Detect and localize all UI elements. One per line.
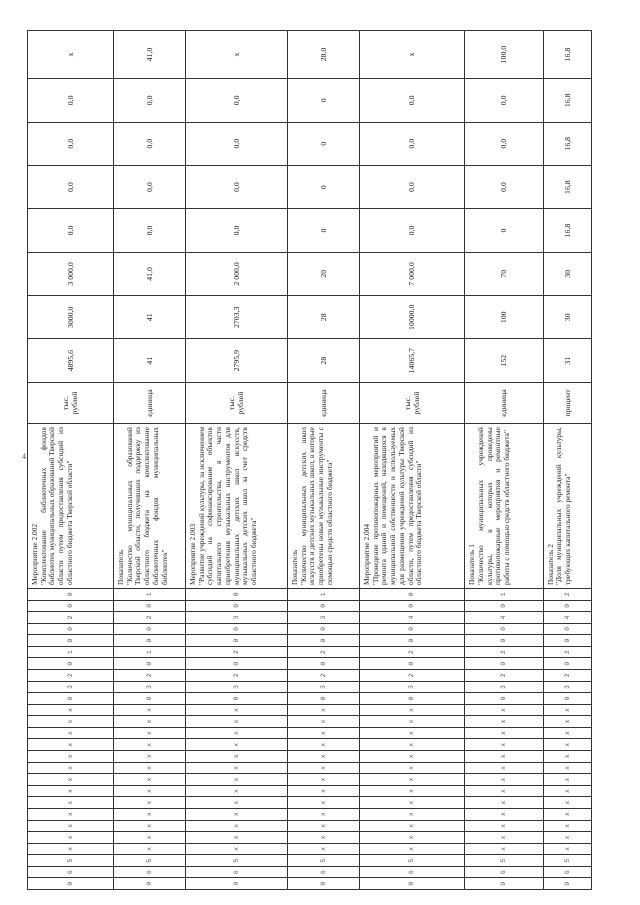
code-digit-cell: x (185, 785, 287, 797)
code-digit-cell: x (185, 797, 287, 809)
value-cell: 0,0 (185, 79, 287, 122)
code-digit-cell: 3 (287, 612, 359, 624)
code-digit-cell: x (359, 785, 464, 797)
code-digit-cell: x (287, 716, 359, 728)
code-digit-cell: x (543, 762, 591, 774)
code-digit-cell: 0 (113, 623, 185, 635)
code-digit-cell: x (28, 785, 114, 797)
code-digit-cell: 0 (113, 658, 185, 670)
value-cell: х (185, 31, 287, 79)
code-digit-cell: 0 (543, 693, 591, 705)
value-cell: 0,0 (465, 122, 543, 165)
value-cell: 70 (465, 252, 543, 295)
page-marker: 4 (22, 452, 26, 461)
item-name-text: Показатель "Количество муниципальных детских школ искусств и детских музыкальных школ, в которые приобретены новые музыкальные инструменты с помощью средств областного бюджета" (289, 427, 334, 585)
code-digit-cell: 0 (287, 693, 359, 705)
code-digit-cell: 3 (359, 681, 464, 693)
code-digit-cell: 5 (359, 855, 464, 867)
code-digit-cell: x (113, 808, 185, 820)
code-digit-cell: x (185, 808, 287, 820)
code-digit-cell: x (28, 832, 114, 844)
code-digit-cell: 0 (185, 878, 287, 890)
code-digit-cell: 3 (28, 681, 114, 693)
code-digit-cell: 0 (287, 600, 359, 612)
code-digit-cell: 0 (543, 878, 591, 890)
value-cell: 0 (465, 209, 543, 252)
code-digit-cell: 2 (359, 670, 464, 682)
code-digit-cell: 0 (185, 600, 287, 612)
value-cell: 41,0 (113, 31, 185, 79)
code-digit-cell: x (185, 739, 287, 751)
code-digit-cell: 0 (359, 600, 464, 612)
unit-cell: тыс. рублей (359, 382, 464, 423)
code-digit-cell: x (287, 843, 359, 855)
value-cell: 31 (543, 339, 591, 382)
item-name-cell (28, 424, 114, 589)
value-cell: 2795,9 (185, 339, 287, 382)
code-digit-cell: x (465, 774, 543, 786)
code-digit-cell: x (465, 832, 543, 844)
code-digit-cell: 5 (185, 855, 287, 867)
code-digit-cell: 1 (28, 646, 114, 658)
code-digit-cell: x (465, 797, 543, 809)
code-digit-cell: 3 (185, 612, 287, 624)
code-digit-cell: 0 (465, 623, 543, 635)
unit-cell: единица (287, 382, 359, 423)
code-digit-cell: x (28, 727, 114, 739)
table-row (359, 31, 464, 890)
code-digit-cell: x (28, 751, 114, 763)
value-cell: 16,8 (543, 209, 591, 252)
code-digit-cell: x (359, 704, 464, 716)
value-cell: 14065,7 (359, 339, 464, 382)
code-digit-cell: x (185, 843, 287, 855)
code-digit-cell: 0 (28, 693, 114, 705)
value-cell: 28,0 (287, 31, 359, 79)
code-digit-cell: x (113, 716, 185, 728)
code-digit-cell: x (359, 820, 464, 832)
item-name-cell (543, 424, 591, 589)
code-digit-cell: x (465, 762, 543, 774)
item-name-cell (465, 424, 543, 589)
code-digit-cell: 0 (28, 623, 114, 635)
code-digit-cell: x (543, 785, 591, 797)
code-digit-cell: x (28, 797, 114, 809)
item-name-cell (113, 424, 185, 589)
code-digit-cell: 1 (113, 646, 185, 658)
unit-cell: тыс. рублей (185, 382, 287, 423)
code-digit-cell: 0 (359, 623, 464, 635)
code-digit-cell: 3 (113, 681, 185, 693)
code-digit-cell: 6 (543, 866, 591, 878)
value-cell: 3000,0 (28, 296, 114, 339)
code-digit-cell: x (287, 797, 359, 809)
code-digit-cell: x (287, 739, 359, 751)
code-digit-cell: x (185, 751, 287, 763)
code-digit-cell: 0 (28, 878, 114, 890)
table-row (28, 31, 114, 890)
value-cell: 0,0 (28, 209, 114, 252)
code-digit-cell: 2 (287, 670, 359, 682)
value-cell: 0,0 (465, 79, 543, 122)
code-digit-cell: x (359, 739, 464, 751)
code-digit-cell: x (359, 762, 464, 774)
code-digit-cell: 0 (185, 623, 287, 635)
code-digit-cell: 0 (28, 600, 114, 612)
code-digit-cell: 2 (113, 612, 185, 624)
code-digit-cell: 6 (287, 866, 359, 878)
value-cell: 16,8 (543, 79, 591, 122)
code-digit-cell: x (465, 820, 543, 832)
code-digit-cell: 0 (28, 658, 114, 670)
unit-cell: единица (465, 382, 543, 423)
code-digit-cell: 0 (113, 878, 185, 890)
code-digit-cell: 5 (543, 855, 591, 867)
code-digit-cell: 0 (465, 878, 543, 890)
code-digit-cell: x (543, 820, 591, 832)
code-digit-cell: x (543, 797, 591, 809)
code-digit-cell: x (465, 727, 543, 739)
code-digit-cell: x (543, 739, 591, 751)
code-digit-cell: x (287, 727, 359, 739)
code-digit-cell: 4 (359, 612, 464, 624)
code-digit-cell: x (287, 774, 359, 786)
item-name-cell (359, 424, 464, 589)
code-digit-cell: 0 (465, 600, 543, 612)
code-digit-cell: x (543, 751, 591, 763)
value-cell: 100,0 (465, 31, 543, 79)
code-digit-cell: x (113, 797, 185, 809)
code-digit-cell: x (287, 808, 359, 820)
item-name-text: Мероприятие 2.004 "Проведение противопожарных мероприятий и ремонта зданий и помещений, находящихся в муниципальной собственности и используемых для размещения учреждений культуры Тверской области, путем предоставления субсидий из областного бюджета Тверской области" (361, 427, 424, 585)
code-digit-cell: x (287, 762, 359, 774)
code-digit-cell: x (465, 739, 543, 751)
value-cell: 0 (287, 165, 359, 208)
value-cell: 3 000,0 (28, 252, 114, 295)
code-digit-cell: 1 (287, 588, 359, 600)
code-digit-cell: x (185, 716, 287, 728)
code-digit-cell: 0 (543, 635, 591, 647)
code-digit-cell: x (113, 832, 185, 844)
code-digit-cell: x (359, 843, 464, 855)
item-name-text: Показатель "Количество муниципальных образований Тверской области, получивших поддержку из областного бюджета на комплектование библиотечных фондов муниципальных библиотек" (115, 427, 169, 585)
value-cell: 0,0 (28, 165, 114, 208)
code-digit-cell: x (113, 785, 185, 797)
code-digit-cell: 2 (28, 612, 114, 624)
code-digit-cell: x (28, 716, 114, 728)
code-digit-cell: x (543, 716, 591, 728)
code-digit-cell: 5 (465, 855, 543, 867)
code-digit-cell: 3 (543, 681, 591, 693)
code-digit-cell: x (359, 751, 464, 763)
value-cell: 100 (465, 296, 543, 339)
code-digit-cell: 0 (359, 878, 464, 890)
item-name-cell (287, 424, 359, 589)
code-digit-cell: 0 (543, 658, 591, 670)
value-cell: 0,0 (113, 209, 185, 252)
code-digit-cell: 6 (113, 866, 185, 878)
code-digit-cell: 3 (465, 681, 543, 693)
code-digit-cell: x (28, 762, 114, 774)
value-cell: 0 (287, 79, 359, 122)
code-digit-cell: 0 (185, 658, 287, 670)
code-digit-cell: x (28, 843, 114, 855)
code-digit-cell: 0 (543, 623, 591, 635)
code-digit-cell: x (543, 727, 591, 739)
table-row (543, 31, 591, 890)
code-digit-cell: x (543, 704, 591, 716)
code-digit-cell: 2 (543, 588, 591, 600)
code-digit-cell: x (465, 785, 543, 797)
code-digit-cell: 0 (359, 635, 464, 647)
value-cell: х (359, 31, 464, 79)
code-digit-cell: x (543, 774, 591, 786)
item-name-text: Мероприятие 2.003 "Развитие учреждений культуры, за исключением субсидий на софинансирование объектов капитального строительства, в части приобретения музыкальных инструментов для муниципальных детских школ искусств, музыкальных детских школ за счет средств областного бюджета" (187, 427, 259, 585)
item-name-text: Мероприятие 2.002 "Комплектование библиотечных фондов библиотек муниципальных образований Тверской области путем предоставления субсидий из областного бюджета Тверской области" (30, 427, 74, 585)
rotated-table-wrapper (27, 30, 592, 890)
code-digit-cell: x (28, 808, 114, 820)
value-cell: 0,0 (465, 165, 543, 208)
code-digit-cell: x (287, 832, 359, 844)
code-digit-cell: x (465, 704, 543, 716)
code-digit-cell: 0 (113, 693, 185, 705)
table-row (185, 31, 287, 890)
value-cell: 0,0 (185, 209, 287, 252)
code-digit-cell: x (28, 704, 114, 716)
code-digit-cell: 0 (465, 635, 543, 647)
value-cell: 4895,6 (28, 339, 114, 382)
code-digit-cell: 0 (287, 658, 359, 670)
unit-cell: тыс. рублей (28, 382, 114, 423)
value-cell: 0,0 (113, 79, 185, 122)
code-digit-cell: x (185, 774, 287, 786)
code-digit-cell: x (113, 762, 185, 774)
code-digit-cell: x (465, 843, 543, 855)
code-digit-cell: x (287, 704, 359, 716)
value-cell: 0,0 (359, 165, 464, 208)
code-digit-cell: 4 (543, 612, 591, 624)
code-digit-cell: x (465, 716, 543, 728)
code-digit-cell: x (465, 751, 543, 763)
value-cell: 16,8 (543, 122, 591, 165)
code-digit-cell: x (28, 820, 114, 832)
value-cell: 0,0 (185, 122, 287, 165)
table-row (287, 31, 359, 890)
value-cell: 152 (465, 339, 543, 382)
program-table (27, 30, 592, 890)
item-name-text: Показатель 2 "Доля муниципальных учреждений культуры, требующих капитального ремонта" (545, 427, 573, 585)
value-cell: 0,0 (28, 122, 114, 165)
code-digit-cell: 0 (359, 658, 464, 670)
code-digit-cell: x (287, 751, 359, 763)
code-digit-cell: 5 (28, 855, 114, 867)
code-digit-cell: x (185, 820, 287, 832)
code-digit-cell: 0 (287, 635, 359, 647)
code-digit-cell: 2 (28, 670, 114, 682)
code-digit-cell: x (113, 843, 185, 855)
code-digit-cell: x (113, 820, 185, 832)
value-cell: 0,0 (359, 122, 464, 165)
code-digit-cell: x (113, 727, 185, 739)
code-digit-cell: 0 (465, 658, 543, 670)
code-digit-cell: 0 (185, 693, 287, 705)
value-cell: 2 000,0 (185, 252, 287, 295)
code-digit-cell: 3 (287, 681, 359, 693)
code-digit-cell: 0 (185, 588, 287, 600)
value-cell: 0,0 (28, 79, 114, 122)
code-digit-cell: x (185, 762, 287, 774)
unit-cell: процент (543, 382, 591, 423)
code-digit-cell: x (543, 808, 591, 820)
code-digit-cell: 0 (543, 600, 591, 612)
code-digit-cell: 2 (287, 646, 359, 658)
table-row (465, 31, 543, 890)
value-cell: 0,0 (359, 209, 464, 252)
code-digit-cell: 0 (465, 693, 543, 705)
code-digit-cell: x (113, 739, 185, 751)
code-digit-cell: 0 (28, 635, 114, 647)
code-digit-cell: 0 (359, 588, 464, 600)
code-digit-cell: x (113, 751, 185, 763)
item-name-cell (185, 424, 287, 589)
code-digit-cell: 2 (359, 646, 464, 658)
code-digit-cell: 5 (113, 855, 185, 867)
value-cell: 0,0 (185, 165, 287, 208)
code-digit-cell: 2 (465, 670, 543, 682)
code-digit-cell: x (359, 808, 464, 820)
code-digit-cell: 2 (185, 646, 287, 658)
code-digit-cell: 1 (465, 588, 543, 600)
value-cell: 28 (287, 296, 359, 339)
value-cell: 7 000,0 (359, 252, 464, 295)
unit-cell: единица (113, 382, 185, 423)
value-cell: 16,8 (543, 31, 591, 79)
code-digit-cell: x (113, 774, 185, 786)
code-digit-cell: 4 (465, 612, 543, 624)
code-digit-cell: x (543, 843, 591, 855)
code-digit-cell: x (359, 832, 464, 844)
code-digit-cell: x (28, 774, 114, 786)
code-digit-cell: x (185, 704, 287, 716)
code-digit-cell: 2 (465, 646, 543, 658)
code-digit-cell: x (28, 739, 114, 751)
code-digit-cell: 6 (465, 866, 543, 878)
code-digit-cell: 0 (28, 588, 114, 600)
code-digit-cell: x (113, 704, 185, 716)
value-cell: 16,8 (543, 165, 591, 208)
code-digit-cell: x (287, 785, 359, 797)
value-cell: 41 (113, 296, 185, 339)
code-digit-cell: 2 (543, 646, 591, 658)
code-digit-cell: 0 (113, 600, 185, 612)
code-digit-cell: 6 (185, 866, 287, 878)
code-digit-cell: x (359, 774, 464, 786)
code-digit-cell: x (465, 808, 543, 820)
code-digit-cell: 0 (287, 623, 359, 635)
code-digit-cell: 0 (113, 635, 185, 647)
code-digit-cell: 0 (185, 635, 287, 647)
value-cell: 10000,0 (359, 296, 464, 339)
code-digit-cell: x (359, 727, 464, 739)
code-digit-cell: x (359, 797, 464, 809)
code-digit-cell: x (185, 727, 287, 739)
value-cell: 30 (543, 252, 591, 295)
value-cell: 0,0 (359, 79, 464, 122)
value-cell: 0 (287, 209, 359, 252)
item-name-text: Показатель 1 "Количество муниципальных учреждений культуры, в которых проведены противопожарные мероприятия и ремонтные работы с помощью средств областного бюджета" (467, 427, 512, 585)
code-digit-cell: x (287, 820, 359, 832)
code-digit-cell: 5 (287, 855, 359, 867)
value-cell: 0,0 (113, 122, 185, 165)
value-cell: 2703,3 (185, 296, 287, 339)
code-digit-cell: x (543, 832, 591, 844)
code-digit-cell: 2 (543, 670, 591, 682)
code-digit-cell: 6 (28, 866, 114, 878)
code-digit-cell: 3 (185, 681, 287, 693)
value-cell: 20 (287, 252, 359, 295)
table-row (113, 31, 185, 890)
code-digit-cell: x (359, 716, 464, 728)
code-digit-cell: 0 (359, 693, 464, 705)
code-digit-cell: 6 (359, 866, 464, 878)
code-digit-cell: 2 (185, 670, 287, 682)
code-digit-cell: 2 (113, 670, 185, 682)
value-cell: 30 (543, 296, 591, 339)
value-cell: 28 (287, 339, 359, 382)
code-digit-cell: 1 (113, 588, 185, 600)
code-digit-cell: 0 (287, 878, 359, 890)
value-cell: 41,0 (113, 252, 185, 295)
code-digit-cell: x (185, 832, 287, 844)
value-cell: 0 (287, 122, 359, 165)
value-cell: 41 (113, 339, 185, 382)
value-cell: 0,0 (113, 165, 185, 208)
value-cell: х (28, 31, 114, 79)
